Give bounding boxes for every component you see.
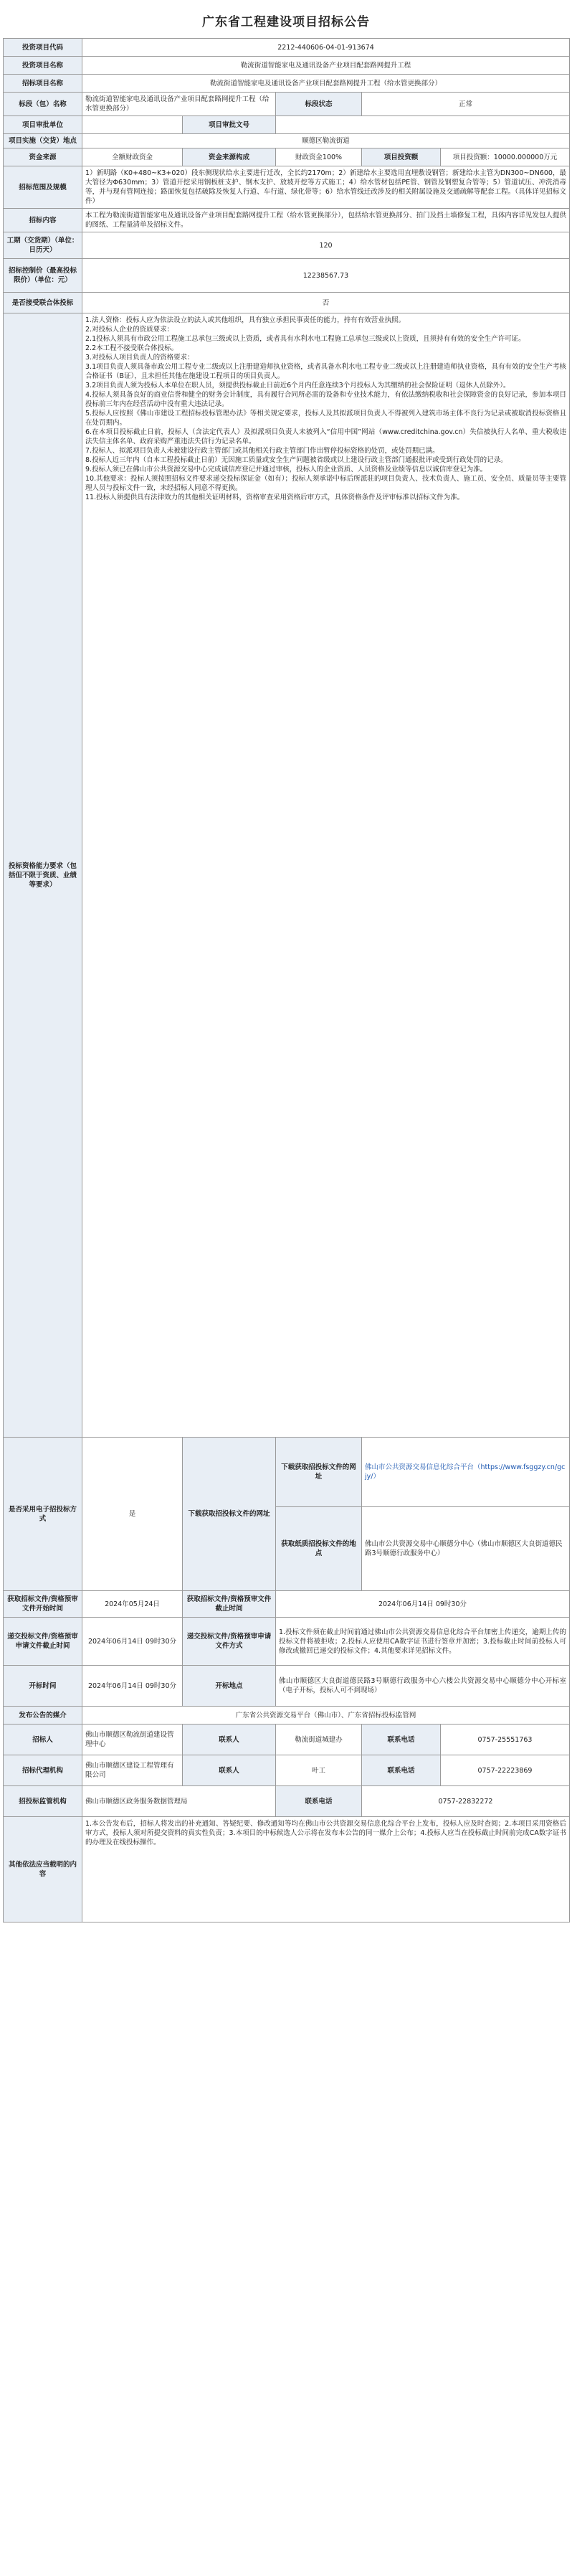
- label-other: 其他依法应当载明的内容: [4, 1817, 82, 1922]
- label-control-price: 招标控制价（最高投标限价）（单位：元）: [4, 259, 82, 293]
- value-other: 1.本公告发布后，招标人将发出的补充通知、答疑纪要、修改通知等均在佛山市公共资源交易信息化综合平台上发布，投标人应及时查阅；2.本项目采用资格后审方式，投标人须对所提交资料的真实性负责；3.本项目的中标候选人公示将在发布本公告的同一媒介上公布；4.投标人应当在投标截止时间前完成CA数字证书的办理及在线投标操作。: [82, 1817, 570, 1922]
- value-submit-deadline: 2024年06月14日 09时30分: [82, 1618, 183, 1666]
- row-other: [4, 1817, 570, 1922]
- value-project-code: 2212-440606-04-01-913674: [82, 39, 570, 57]
- label-get-doc-start: 获取招标文件/资格预审文件开始时间: [4, 1591, 82, 1618]
- value-investment: 项目投资额：10000.000000万元: [441, 148, 570, 166]
- value-union: 否: [82, 293, 570, 313]
- label-get-doc-end: 获取招标文件/资格预审文件截止时间: [183, 1591, 276, 1618]
- row-tenderer: [4, 1725, 570, 1755]
- row-open: [4, 1666, 570, 1707]
- label-e-bid-doc-addr: 下载获取招投标文件的网址: [276, 1438, 362, 1507]
- label-union: 是否接受联合体投标: [4, 293, 82, 313]
- label-open-place: 开标地点: [183, 1666, 276, 1707]
- value-agency: 佛山市顺德区建设工程管理有限公司: [82, 1755, 183, 1786]
- value-section-name: 勒流街道智能家电及通讯设备产业项目配套路网提升工程（给水管更换部分）: [82, 93, 276, 116]
- row-union: [4, 293, 570, 313]
- value-control-price: 12238567.73: [82, 259, 570, 293]
- label-scope: 招标范围及规模: [4, 166, 82, 209]
- row-funding: [4, 148, 570, 166]
- row-approval: [4, 116, 570, 134]
- label-section-name: 标段（包）名称: [4, 93, 82, 116]
- row-submit: [4, 1618, 570, 1666]
- value-tenderer-phone: 0757-25551763: [441, 1725, 570, 1755]
- row-content: [4, 209, 570, 232]
- row-scope: [4, 166, 570, 209]
- label-fund-source: 资金来源: [4, 148, 82, 166]
- row-location: [4, 134, 570, 148]
- label-content: 招标内容: [4, 209, 82, 232]
- label-tenderer-contact: 联系人: [183, 1725, 276, 1755]
- value-open-time: 2024年06月14日 09时30分: [82, 1666, 183, 1707]
- label-submit-deadline: 递交投标文件/资格预审申请文件截止时间: [4, 1618, 82, 1666]
- label-tenderer-phone: 联系电话: [362, 1725, 441, 1755]
- row-agency: [4, 1755, 570, 1786]
- row-section: [4, 93, 570, 116]
- label-e-bidding: 是否采用电子招投标方式: [4, 1438, 82, 1591]
- label-submit-method: 递交投标文件/资格预审申请文件方式: [183, 1618, 276, 1666]
- label-duration: 工期（交货期）（单位：日历天）: [4, 232, 82, 259]
- label-agency-contact: 联系人: [183, 1755, 276, 1786]
- row-duration: [4, 232, 570, 259]
- label-qualification: 投标资格能力要求（包括但不限于资质、业绩等要求）: [4, 313, 82, 1438]
- value-location: 顺德区勒流街道: [82, 134, 570, 148]
- value-tenderer-contact: 勒流街道城建办: [276, 1725, 362, 1755]
- label-project-name: 投资项目名称: [4, 57, 82, 75]
- page-title: 广东省工程建设项目招标公告: [202, 15, 370, 29]
- row-qualification: [4, 313, 570, 1438]
- label-supervisor: 招投标监管机构: [4, 1786, 82, 1817]
- label-tender-name: 招标项目名称: [4, 75, 82, 93]
- value-open-place: 佛山市顺德区大良街道德民路3号顺德行政服务中心六楼公共资源交易中心顺德分中心开标室（电子开标，投标人可不到现场）: [276, 1666, 570, 1707]
- label-approval-unit: 项目审批单位: [4, 116, 82, 134]
- value-content: 本工程为勒流街道智能家电及通讯设备产业项目配套路网提升工程（给水管更换部分），包括给水管更换部分、拍门及挡土墙修复工程，具体内容详见发包人提供的图纸、工程量清单及招标文件。: [82, 209, 570, 232]
- label-supervisor-phone: 联系电话: [276, 1786, 362, 1817]
- label-fund-share: 资金来源构成: [183, 148, 276, 166]
- label-project-code: 投资项目代码: [4, 39, 82, 57]
- row-e-bidding-1: [4, 1438, 570, 1507]
- value-fund-source: 全额财政资金: [82, 148, 183, 166]
- value-tenderer: 佛山市顺德区勒流街道建设管理中心: [82, 1725, 183, 1755]
- row-project-code: [4, 39, 570, 57]
- value-publish-media: 广东省公共资源交易平台（佛山市）、广东省招标投标监管网: [82, 1707, 570, 1725]
- value-agency-phone: 0757-22223869: [441, 1755, 570, 1786]
- label-tenderer: 招标人: [4, 1725, 82, 1755]
- value-e-bidding: 是: [82, 1438, 183, 1591]
- label-e-bid-addr-group: 下载获取招投标文件的网址: [183, 1438, 276, 1591]
- row-control-price: [4, 259, 570, 293]
- tender-info-table: [3, 38, 570, 1922]
- value-approval-unit: [82, 116, 183, 134]
- value-submit-method: 1.投标文件须在截止时间前通过佛山市公共资源交易信息化综合平台加密上传递交，逾期上传的投标文件将被拒收；2.投标人应使用CA数字证书进行签章并加密；3.投标截止时间前投标人可修改或撤回已递交的投标文件；4.其他要求详见招标文件。: [276, 1618, 570, 1666]
- value-get-doc-end: 2024年06月14日 09时30分: [276, 1591, 570, 1618]
- value-qualification: 1.法人资格：投标人应为依法设立的法人或其他组织，具有独立承担民事责任的能力，持有有效营业执照。 2.对投标人企业的资质要求： 2.1投标人须具有市政公用工程施工总承包三级或以上资质，或者具有水利水电工程施工总承包三级或以上资质，且须持有有效的安全生产许可证。 2.2本工程不接受联合体投标。 3.对投标人项目负责人的资格要求： 3.1项目负责人须具备市政公用工程专业二级或以上注册建造师执业资格，或者具备水利水电工程专业二级或以上注册建造师执业资格，具有有效的安全生产考核合格证书（B证），且未担任其他在施建设工程项目的项目负责人。 3.2项目负责人须为投标人本单位在职人员，须提供投标截止日前近6个月内任意连续3个月投标人为其缴纳的社会保险证明（退休人员除外）。 4.投标人须具备良好的商业信誉和健全的财务会计制度，具有履行合同所必需的设备和专业技术能力，有依法缴纳税收和社会保障资金的良好记录，参加本项目投标前三年内在经营活动中没有重大违法记录。 5.投标人应按照《佛山市建设工程招标投标管理办法》等相关规定要求，投标人及其拟派项目负责人不得被列入建筑市场主体不良行为记录或被取消投标资格且在处罚期内。 6.在本项目投标截止日前，投标人（含法定代表人）及拟派项目负责人未被列入“信用中国”网站（www.creditchina.gov.cn）失信被执行人名单、重大税收违法失信主体名单、政府采购严重违法失信行为记录名单。 7.投标人、拟派项目负责人未被建设行政主管部门或其他相关行政主管部门作出暂停投标资格的处罚，或处罚期已满。 8.投标人近三年内（自本工程投标截止日前）无因施工质量或安全生产问题被省级或以上建设行政主管部门通报批评或受到行政处罚的记录。 9.投标人须已在佛山市公共资源交易中心完成诚信库登记并通过审核，投标人的企业资质、人员资格及业绩等信息以诚信库登记为准。 10.其他要求：投标人须按照招标文件要求递交投标保证金（如有）；投标人须承诺中标后所派驻的项目负责人、技术负责人、施工员、安全员、质量员等主要管理人员与投标文件一致，未经招标人同意不得更换。 11.投标人须提供具有法律效力的其他相关证明材料，资格审查采用资格后审方式，具体资格条件及评审标准以招标文件为准。: [82, 313, 570, 1438]
- label-investment: 项目投资额: [362, 148, 441, 166]
- row-get-doc: [4, 1591, 570, 1618]
- label-agency-phone: 联系电话: [362, 1755, 441, 1786]
- value-agency-contact: 叶工: [276, 1755, 362, 1786]
- row-publish-media: [4, 1707, 570, 1725]
- row-project-name: [4, 57, 570, 75]
- label-open-time: 开标时间: [4, 1666, 82, 1707]
- value-tender-name: 勒流街道智能家电及通讯设备产业项目配套路网提升工程（给水管更换部分）: [82, 75, 570, 93]
- row-supervisor: [4, 1786, 570, 1817]
- value-e-paper-doc: 佛山市公共资源交易中心顺德分中心（佛山市顺德区大良街道德民路3号顺德行政服务中心）: [362, 1507, 570, 1591]
- value-duration: 120: [82, 232, 570, 259]
- value-fund-share: 财政资金100%: [276, 148, 362, 166]
- value-project-name: 勒流街道智能家电及通讯设备产业项目配套路网提升工程: [82, 57, 570, 75]
- value-approval-doc: [276, 116, 570, 134]
- value-e-bid-doc-addr[interactable]: 佛山市公共资源交易信息化综合平台（https://www.fsggzy.cn/gcjy/）: [362, 1438, 570, 1507]
- value-section-status: 正常: [362, 93, 570, 116]
- value-get-doc-start: 2024年05月24日: [82, 1591, 183, 1618]
- value-supervisor-phone: 0757-22832272: [362, 1786, 570, 1817]
- row-tender-name: [4, 75, 570, 93]
- value-scope: 1）新明路（K0+480~K3+020）段东侧现状给水主要进行迁改，全长约2170m；2）新建给水主要选用直埋敷设钢管；新建给水主管为DN300~DN600，最大管径为Φ630mm；3）管道开挖采用钢板桩支护、钢木支护、放坡开挖等方式施工；4）给水管材包括PE管、钢管及钢塑复合管等；5）管道试压、冲洗消毒等，并与现有管网连接；路面恢复包括破除及恢复人行道、车行道、绿化带等；6）给水管线迁改涉及的相关附属设施及交通疏解等配套工程。（具体详见招标文件）: [82, 166, 570, 209]
- label-approval-doc: 项目审批文号: [183, 116, 276, 134]
- value-supervisor: 佛山市顺德区政务服务数据管理局: [82, 1786, 276, 1817]
- label-location: 项目实施（交货）地点: [4, 134, 82, 148]
- label-agency: 招标代理机构: [4, 1755, 82, 1786]
- label-publish-media: 发布公告的媒介: [4, 1707, 82, 1725]
- label-section-status: 标段状态: [276, 93, 362, 116]
- label-e-paper-doc: 获取纸质招投标文件的地点: [276, 1507, 362, 1591]
